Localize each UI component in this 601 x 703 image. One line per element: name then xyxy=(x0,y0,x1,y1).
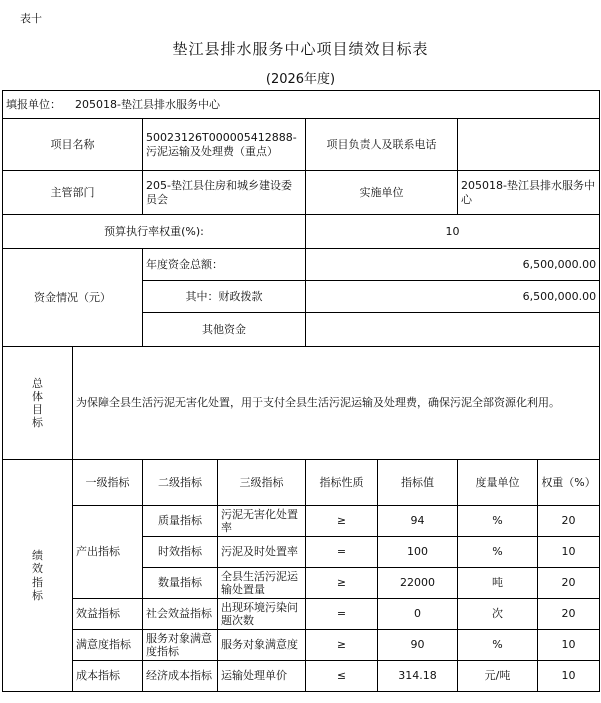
table-row xyxy=(3,630,600,661)
level3-cell: 服务对象满意度 xyxy=(218,630,306,661)
perf-label xyxy=(3,460,73,692)
table-row xyxy=(3,506,600,537)
performance-target-table xyxy=(2,90,600,692)
level2-cell: 服务对象满意度指标 xyxy=(143,630,218,661)
level1-cell: 产出指标 xyxy=(73,506,143,599)
col-header: 三级指标 xyxy=(218,460,306,506)
level1-cell: 满意度指标 xyxy=(73,630,143,661)
level2-cell: 社会效益指标 xyxy=(143,599,218,630)
weight-cell: 20 xyxy=(538,506,600,537)
funds-label: 资金情况（元） xyxy=(3,249,143,347)
dept-label: 主管部门 xyxy=(3,171,143,215)
value-cell: 94 xyxy=(378,506,458,537)
level3-cell: 运输处理单价 xyxy=(218,661,306,692)
goal-label-char: 目 xyxy=(32,403,43,416)
level3-cell: 全县生活污泥运输处置量 xyxy=(218,568,306,599)
filler-label: 填报单位： xyxy=(6,97,61,111)
value-cell: 90 xyxy=(378,630,458,661)
weight-cell: 10 xyxy=(538,630,600,661)
nature-cell: ≥ xyxy=(306,568,378,599)
funds-fiscal-label: 其中：财政拨款 xyxy=(143,281,306,313)
goal-text: 为保障全县生活污泥无害化处置，用于支付全县生活污泥运输及处理费，确保污泥全部资源化利用。 xyxy=(73,347,600,460)
exec-weight-value: 10 xyxy=(306,215,600,249)
funds-total-value: 6,500,000.00 xyxy=(306,249,600,281)
year-subtitle: (2026年度) xyxy=(265,72,336,87)
goal-label-char: 体 xyxy=(32,389,43,403)
col-header: 一级指标 xyxy=(73,460,143,506)
exec-weight-label: 预算执行率权重(%): xyxy=(3,215,306,249)
level2-cell: 经济成本指标 xyxy=(143,661,218,692)
weight-cell: 10 xyxy=(538,661,600,692)
project-name-label: 项目名称 xyxy=(3,119,143,171)
col-header: 指标值 xyxy=(378,460,458,506)
value-cell: 0 xyxy=(378,599,458,630)
project-owner-value xyxy=(458,119,600,171)
level2-cell: 时效指标 xyxy=(143,537,218,568)
dept-value: 205-垫江县住房和城乡建设委员会 xyxy=(143,171,306,215)
project-owner-label: 项目负责人及联系电话 xyxy=(306,119,458,171)
unit-cell: 吨 xyxy=(458,568,538,599)
goal-label-char: 标 xyxy=(32,416,43,430)
unit-cell: % xyxy=(458,630,538,661)
weight-cell: 20 xyxy=(538,568,600,599)
col-header: 度量单位 xyxy=(458,460,538,506)
unit-cell: % xyxy=(458,537,538,568)
nature-cell: = xyxy=(306,537,378,568)
table-row xyxy=(3,599,600,630)
value-cell: 100 xyxy=(378,537,458,568)
nature-cell: ≤ xyxy=(306,661,378,692)
level1-cell: 成本指标 xyxy=(73,661,143,692)
weight-cell: 10 xyxy=(538,537,600,568)
funds-total-label: 年度资金总额： xyxy=(143,249,306,281)
nature-cell: = xyxy=(306,599,378,630)
project-name-value: 50023126T000005412888-污泥运输及处理费（重点） xyxy=(143,119,306,171)
perf-label-char: 标 xyxy=(32,588,43,602)
table-number-label: 表十 xyxy=(20,12,42,25)
unit-cell: % xyxy=(458,506,538,537)
filler-row xyxy=(3,91,600,119)
nature-cell: ≥ xyxy=(306,630,378,661)
funds-other-label: 其他资金 xyxy=(143,313,306,347)
impl-label: 实施单位 xyxy=(306,171,458,215)
table-row xyxy=(3,661,600,692)
col-header: 二级指标 xyxy=(143,460,218,506)
level3-cell: 污泥及时处置率 xyxy=(218,537,306,568)
filler-value: 205018-垫江县排水服务中心 xyxy=(75,97,220,111)
level2-cell: 数量指标 xyxy=(143,568,218,599)
level3-cell: 污泥无害化处置率 xyxy=(218,506,306,537)
funds-other-value xyxy=(306,313,600,347)
goal-label-char: 总 xyxy=(32,376,43,390)
col-header: 权重（%） xyxy=(538,460,600,506)
impl-value: 205018-垫江县排水服务中心 xyxy=(458,171,600,215)
level2-cell: 质量指标 xyxy=(143,506,218,537)
weight-cell: 20 xyxy=(538,599,600,630)
unit-cell: 次 xyxy=(458,599,538,630)
funds-fiscal-value: 6,500,000.00 xyxy=(306,281,600,313)
level3-cell: 出现环境污染问题次数 xyxy=(218,599,306,630)
unit-cell: 元/吨 xyxy=(458,661,538,692)
value-cell: 22000 xyxy=(378,568,458,599)
perf-label-char: 效 xyxy=(32,562,43,576)
goal-label xyxy=(3,347,73,460)
perf-label-char: 指 xyxy=(32,575,43,589)
level1-cell: 效益指标 xyxy=(73,599,143,630)
nature-cell: ≥ xyxy=(306,506,378,537)
col-header: 指标性质 xyxy=(306,460,378,506)
page-title: 垫江县排水服务中心项目绩效目标表 xyxy=(172,40,429,58)
perf-label-char: 绩 xyxy=(32,549,43,563)
value-cell: 314.18 xyxy=(378,661,458,692)
